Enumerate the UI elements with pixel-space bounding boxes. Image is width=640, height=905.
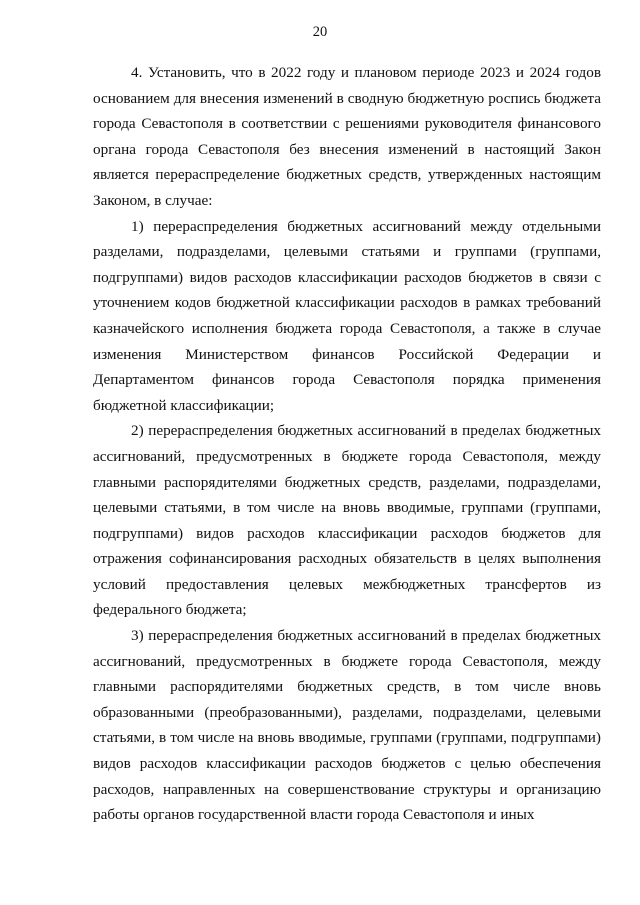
paragraph-item-2: 2) перераспределения бюджетных ассигнований в пределах бюджетных ассигнований, предусмотренных в бюджете города Севастополя, между главными распорядителями бюджетных средств, разделами, подразделами, целевыми статьями, в том числе на вновь вводимые, группами (группами, подгруппами) видов расходов классификации расходов бюджетов для отражения софинансирования расходных обязательств в целях выполнения условий предоставления целевых межбюджетных трансфертов из федерального бюджета; — [93, 422, 601, 619]
paragraph-clause-4: 4. Установить, что в 2022 году и плановом периоде 2023 и 2024 годов основанием для внесения изменений в сводную бюджетную роспись бюджета города Севастополя в соответствии с решениями руководителя финансового органа города Севастополя без внесения изменений в настоящий Закон является перераспределение бюджетных средств, утвержденных настоящим Законом, в случае: — [93, 64, 601, 209]
page-number: 20 — [312, 24, 328, 40]
paragraph-item-3: 3) перераспределения бюджетных ассигнований в пределах бюджетных ассигнований, предусмотренных в бюджете города Севастополя, между главными распорядителями бюджетных средств, в том числе вновь образованными (преобразованными), разделами, подразделами, целевыми статьями, в том числе на вновь вводимые, группами (группами, подгруппами) видов расходов классификации расходов бюджетов с целью обеспечения расходов, направленных на совершенствование структуры и организацию работы органов государственной власти города Севастополя и иных — [93, 627, 601, 824]
document-body — [93, 60, 601, 828]
paragraph-item-1: 1) перераспределения бюджетных ассигнований между отдельными разделами, подразделами, целевыми статьями и группами (группами, подгруппами) видов расходов классификации расходов бюджетов в связи с уточнением кодов бюджетной классификации расходов в рамках требований казначейского исполнения бюджета города Севастополя, а также в случае изменения Министерством финансов Российской Федерации и Департаментом финансов города Севастополя порядка применения бюджетной классификации; — [93, 217, 601, 414]
